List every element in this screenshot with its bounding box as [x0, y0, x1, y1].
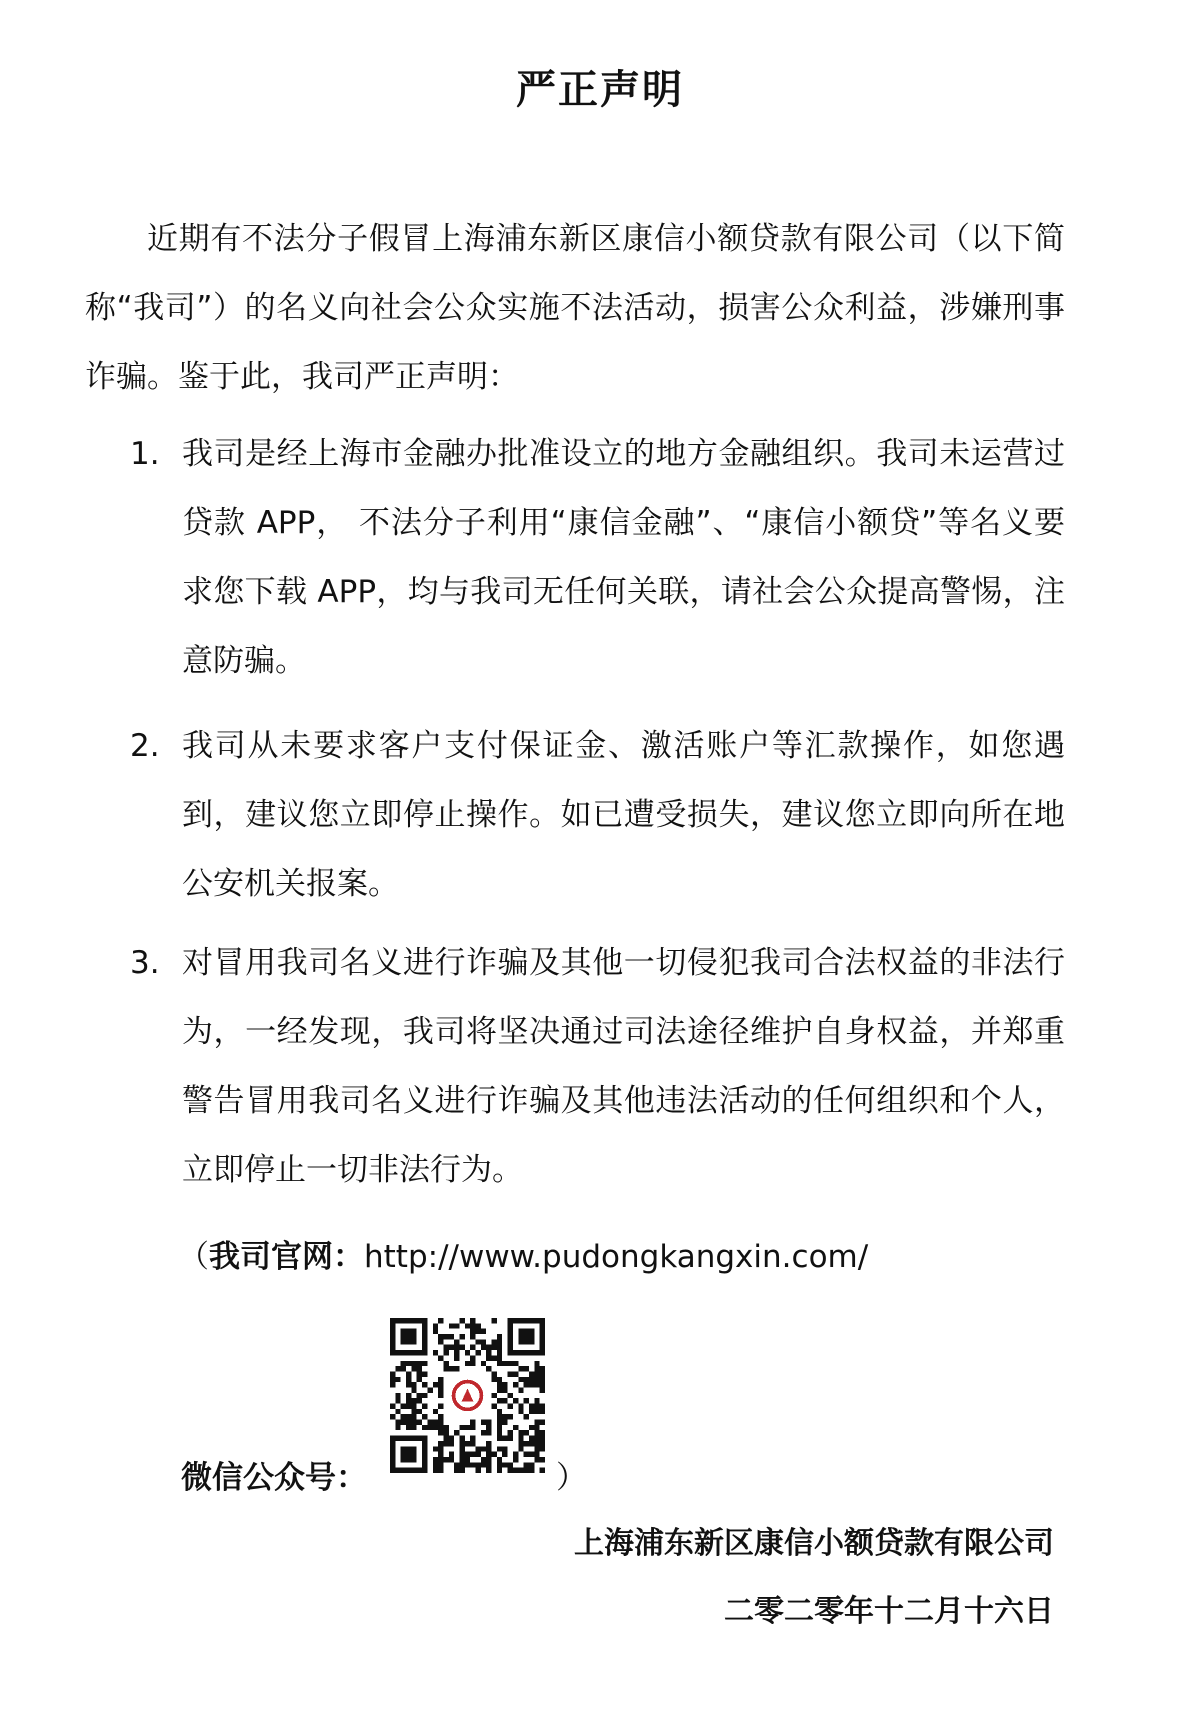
statement-item-1 — [130, 420, 1065, 696]
item-text: 我司是经上海市金融办批准设立的地方金融组织。我司未运营过贷款 APP， 不法分子利用“康信金融”、“康信小额贷”等名义要求您下载 APP，均与我司无任何关联，请社会公众提高警惕，注意防骗。 — [182, 436, 1065, 679]
document-title: 严正声明 — [516, 67, 684, 113]
item-number: 3. — [130, 945, 160, 981]
company-signature: 上海浦东新区康信小额贷款有限公司 — [574, 1526, 1054, 1561]
wechat-label: 微信公众号： — [181, 1460, 367, 1496]
official-website-line — [178, 1232, 868, 1282]
qr-code-icon — [390, 1318, 545, 1473]
statement-item-3 — [130, 929, 1065, 1205]
item-number: 2. — [130, 728, 160, 764]
website-label: 我司官网： — [209, 1239, 364, 1275]
statement-item-2 — [130, 712, 1065, 919]
website-open-paren: （ — [178, 1239, 209, 1275]
signature-date: 二零二零年十二月十六日 — [724, 1594, 1054, 1629]
intro-paragraph: 近期有不法分子假冒上海浦东新区康信小额贷款有限公司（以下简称“我司”）的名义向社会公众实施不法活动，损害公众利益，涉嫌刑事诈骗。鉴于此，我司严正声明： — [85, 221, 1065, 395]
item-text: 我司从未要求客户支付保证金、激活账户等汇款操作，如您遇到，建议您立即停止操作。如已遭受损失，建议您立即向所在地公安机关报案。 — [182, 728, 1065, 902]
item-text: 对冒用我司名义进行诈骗及其他一切侵犯我司合法权益的非法行为，一经发现，我司将坚决通过司法途径维护自身权益，并郑重警告冒用我司名义进行诈骗及其他违法活动的任何组织和个人，立即停止一切非法行为。 — [182, 945, 1065, 1188]
item-number: 1. — [130, 436, 160, 472]
website-url: http://www.pudongkangxin.com/ — [364, 1239, 869, 1275]
wechat-close-paren: ） — [556, 1460, 587, 1496]
